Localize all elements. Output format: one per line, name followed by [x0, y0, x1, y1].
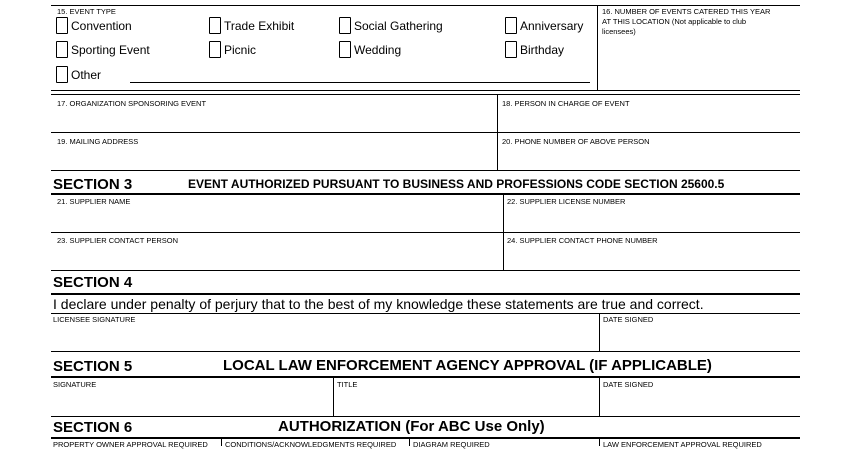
licensee-signature-label: LICENSEE SIGNATURE: [53, 315, 136, 324]
section-5-heading: SECTION 5: [53, 358, 133, 375]
supplier-contact-label: 23. SUPPLIER CONTACT PERSON: [57, 236, 179, 245]
events-catered-input[interactable]: [600, 38, 798, 88]
supplier-name-input[interactable]: [55, 206, 500, 230]
supplier-license-label: 22. SUPPLIER LICENSE NUMBER: [507, 197, 626, 206]
wedding-checkbox[interactable]: [339, 41, 351, 58]
section-5-signature-label: SIGNATURE: [53, 380, 97, 389]
supplier-phone-input[interactable]: [505, 245, 798, 267]
row-19-top: [51, 132, 800, 133]
row-17-divider: [497, 94, 498, 132]
section-6-title: AUTHORIZATION (For ABC Use Only): [278, 418, 545, 435]
section-5-rule: [51, 376, 800, 378]
sporting-event-checkbox[interactable]: [56, 41, 68, 58]
section-5-date-input[interactable]: [602, 390, 798, 414]
person-in-charge-input[interactable]: [500, 108, 798, 130]
section-5-title-label: TITLE: [337, 380, 358, 389]
birthday-checkbox[interactable]: [505, 41, 517, 58]
section-5-signature-input[interactable]: [53, 390, 330, 414]
trade-exhibit-label: Trade Exhibit: [224, 19, 295, 33]
other-label: Other: [71, 68, 102, 82]
supplier-contact-input[interactable]: [55, 245, 500, 267]
licensee-signature-input[interactable]: [53, 325, 596, 349]
picnic-label: Picnic: [224, 43, 257, 57]
section-5-divider-2: [599, 378, 600, 416]
social-gathering-checkbox[interactable]: [339, 17, 351, 34]
row-21-bottom: [51, 232, 800, 233]
section-4-divider: [599, 313, 600, 351]
other-checkbox[interactable]: [56, 66, 68, 83]
section-6-divider-3: [599, 439, 600, 446]
section-6-col-4: LAW ENFORCEMENT APPROVAL REQUIRED: [603, 440, 762, 449]
section-5-divider-1: [333, 378, 334, 416]
events-catered-note-1: AT THIS LOCATION (Not applicable to club: [602, 17, 747, 26]
section-3-title: EVENT AUTHORIZED PURSUANT TO BUSINESS AND PROFESSIONS CODE SECTION 25600.5: [188, 177, 725, 191]
convention-checkbox[interactable]: [56, 17, 68, 34]
section-6-col-3: DIAGRAM REQUIRED: [413, 440, 490, 449]
event-type-label: 15. EVENT TYPE: [57, 7, 116, 16]
section-6-heading: SECTION 6: [53, 419, 133, 436]
section-4-date-label: DATE SIGNED: [603, 315, 654, 324]
anniversary-checkbox[interactable]: [505, 17, 517, 34]
row-19-bottom: [51, 170, 800, 171]
event-type-divider: [597, 5, 598, 90]
declaration-bottom: [51, 313, 800, 314]
section-4-rule: [51, 293, 800, 295]
trade-exhibit-checkbox[interactable]: [209, 17, 221, 34]
supplier-name-label: 21. SUPPLIER NAME: [57, 197, 131, 206]
section-4-date-input[interactable]: [602, 325, 798, 349]
supplier-license-input[interactable]: [505, 206, 798, 230]
events-catered-note-2: licensees): [602, 27, 636, 36]
row-21-divider: [503, 195, 504, 232]
mailing-address-label: 19. MAILING ADDRESS: [57, 137, 139, 146]
section-4-heading: SECTION 4: [53, 274, 133, 291]
picnic-checkbox[interactable]: [209, 41, 221, 58]
org-sponsoring-input[interactable]: [55, 108, 495, 130]
section-3-rule: [51, 193, 800, 195]
section-3-heading: SECTION 3: [53, 176, 133, 193]
section-5-date-label: DATE SIGNED: [603, 380, 654, 389]
events-catered-label: 16. NUMBER OF EVENTS CATERED THIS YEAR: [602, 7, 771, 16]
top-border: [51, 5, 800, 6]
declaration-text: I declare under penalty of perjury that to the best of my knowledge these statements are true and correct.: [53, 296, 704, 312]
mailing-address-input[interactable]: [55, 146, 495, 168]
section-5-title-input[interactable]: [336, 390, 596, 414]
row-19-divider: [497, 132, 498, 170]
sporting-event-label: Sporting Event: [71, 43, 150, 57]
row-17-top-2: [51, 94, 800, 95]
section-5-title: LOCAL LAW ENFORCEMENT AGENCY APPROVAL (IF APPLICABLE): [223, 357, 712, 374]
wedding-label: Wedding: [354, 43, 402, 57]
row-23-divider: [503, 232, 504, 270]
row-17-top: [51, 90, 800, 91]
social-gathering-label: Social Gathering: [354, 19, 443, 33]
section-6-divider-1: [221, 439, 222, 446]
section-6-col-1: PROPERTY OWNER APPROVAL REQUIRED: [53, 440, 208, 449]
section-5-bottom: [51, 416, 800, 417]
org-sponsoring-label: 17. ORGANIZATION SPONSORING EVENT: [57, 99, 207, 108]
section-6-col-2: CONDITIONS/ACKNOWLEDGMENTS REQUIRED: [225, 440, 397, 449]
birthday-label: Birthday: [520, 43, 565, 57]
other-specify-line[interactable]: [130, 82, 590, 83]
phone-above-input[interactable]: [500, 146, 798, 168]
row-23-bottom: [51, 270, 800, 271]
section-6-divider-2: [409, 439, 410, 446]
convention-label: Convention: [71, 19, 132, 33]
section-4-bottom: [51, 351, 800, 352]
section-6-rule: [51, 437, 800, 439]
phone-above-label: 20. PHONE NUMBER OF ABOVE PERSON: [502, 137, 650, 146]
anniversary-label: Anniversary: [520, 19, 584, 33]
person-in-charge-label: 18. PERSON IN CHARGE OF EVENT: [502, 99, 630, 108]
supplier-phone-label: 24. SUPPLIER CONTACT PHONE NUMBER: [507, 236, 658, 245]
